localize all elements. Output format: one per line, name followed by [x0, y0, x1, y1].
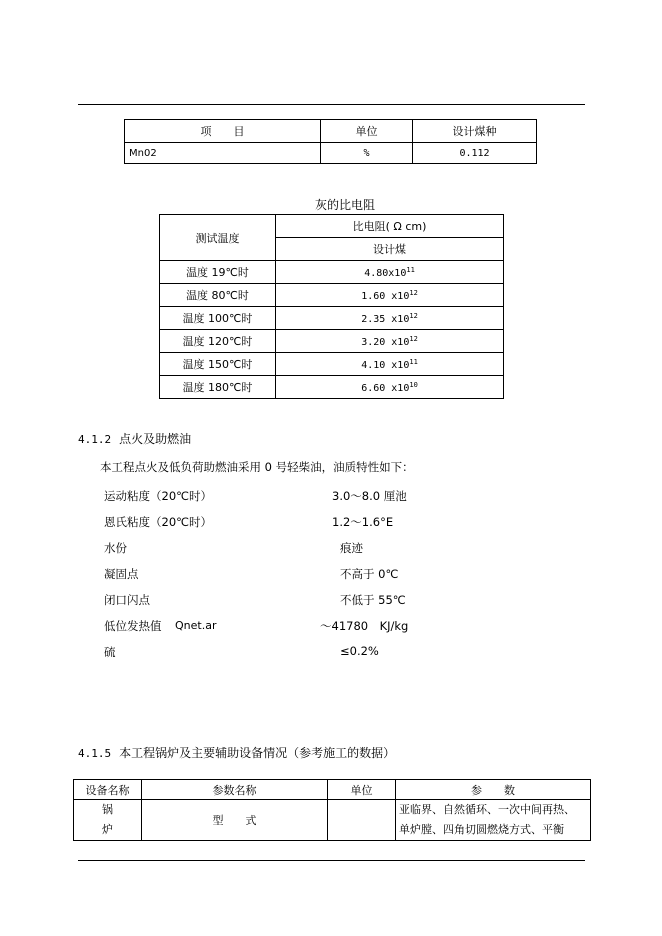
equipment-table — [73, 779, 591, 841]
cell-temperature: 温度 19℃时 — [160, 261, 276, 284]
prop-label: 恩氏粘度（20℃时） — [104, 515, 213, 529]
prop-value: 不高于 0℃ — [340, 567, 399, 581]
prop-value: 3.0～8.0 厘池 — [332, 489, 407, 503]
section-title: 本工程锅炉及主要辅助设备情况（参考施工的数据） — [119, 746, 396, 760]
table-row — [160, 307, 504, 330]
cell-unit — [328, 800, 396, 841]
cell-equipment-boiler: 锅 炉 — [74, 800, 142, 841]
coal-property-table — [124, 119, 537, 164]
table-row — [160, 330, 504, 353]
prop-value: ～41780 KJ/kg — [320, 619, 409, 633]
cell-unit: % — [321, 143, 413, 164]
header-rule — [78, 104, 585, 105]
cell-resistivity: 1.60 $x10^{12}$ — [276, 284, 504, 307]
table-header-row — [160, 215, 504, 238]
header-parameter-name: 参数名称 — [142, 780, 328, 800]
prop-label: 凝固点 — [104, 567, 139, 581]
prop-label: 水份 — [104, 541, 127, 555]
header-design-coal: 设计煤 — [276, 238, 504, 261]
table-row — [74, 800, 591, 841]
section-number: 4.1.2 — [78, 433, 112, 446]
cell-temperature: 温度 120℃时 — [160, 330, 276, 353]
ignition-oil-intro: 本工程点火及低负荷助燃油采用 0 号轻柴油，油质特性如下： — [100, 460, 414, 474]
section-heading-ignition-oil — [78, 430, 191, 447]
table-row — [160, 261, 504, 284]
cell-item: Mn02 — [125, 143, 321, 164]
table-row — [160, 353, 504, 376]
prop-value: 痕迹 — [340, 541, 363, 555]
cell-temperature: 温度 80℃时 — [160, 284, 276, 307]
table-row — [125, 143, 537, 164]
cell-resistivity: 4.10 $x10^{11}$ — [276, 353, 504, 376]
prop-label: 硫 — [104, 645, 116, 659]
header-test-temperature: 测试温度 — [160, 215, 276, 261]
section-number: 4.1.5 — [78, 747, 112, 760]
header-unit: 单位 — [321, 120, 413, 143]
cell-resistivity: $4.80x10^{11}$ — [276, 261, 504, 284]
cell-temperature: 温度 180℃时 — [160, 376, 276, 399]
cell-value: 0.112 — [413, 143, 537, 164]
table-header-row — [125, 120, 537, 143]
header-resistivity: 比电阻( Ω cm) — [276, 215, 504, 238]
table-row — [160, 376, 504, 399]
cell-parameter-value: 亚临界、自然循环、一次中间再热、 单炉膛、四角切圆燃烧方式、平衡 — [396, 800, 591, 841]
cell-resistivity: 2.35 $x10^{12}$ — [276, 307, 504, 330]
table-header-row — [74, 780, 591, 800]
section-title: 点火及助燃油 — [119, 432, 192, 446]
resistivity-title: 灰的比电阻 — [315, 198, 376, 212]
prop-value: 1.2～1.6°E — [332, 515, 394, 529]
prop-label: 闭口闪点 — [104, 593, 150, 607]
cell-parameter-name: 型 式 — [142, 800, 328, 841]
prop-label: 低位发热值 — [104, 619, 162, 633]
header-parameter: 参 数 — [396, 780, 591, 800]
prop-value: ≤0.2% — [340, 644, 379, 658]
prop-symbol: Qnet.ar — [175, 619, 217, 632]
prop-value: 不低于 55℃ — [340, 593, 406, 607]
prop-label: 运动粘度（20℃时） — [104, 489, 213, 503]
header-equipment-name: 设备名称 — [74, 780, 142, 800]
footer-rule — [78, 860, 585, 861]
cell-temperature: 温度 100℃时 — [160, 307, 276, 330]
resistivity-table — [159, 214, 504, 399]
section-heading-boiler-equipment — [78, 744, 395, 761]
cell-temperature: 温度 150℃时 — [160, 353, 276, 376]
header-unit: 单位 — [328, 780, 396, 800]
header-item: 项 目 — [125, 120, 321, 143]
cell-resistivity: 6.60 $x10^{10}$ — [276, 376, 504, 399]
cell-resistivity: 3.20 $x10^{12}$ — [276, 330, 504, 353]
table-row — [160, 284, 504, 307]
header-design-coal: 设计煤种 — [413, 120, 537, 143]
